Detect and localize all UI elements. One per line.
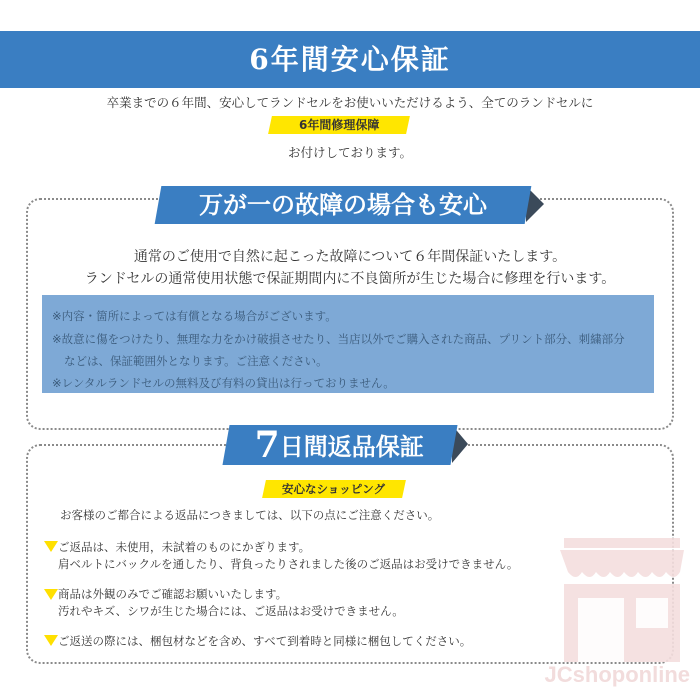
repair-note-3: などは、保証範囲外となります。ご注意ください。 [64, 354, 328, 368]
intro-line-2: お付けしております。 [287, 145, 412, 160]
return-title-text: 日間返品保証 [280, 432, 425, 461]
repair-guarantee-badge [268, 116, 410, 134]
return-item-1-line-2: 肩ベルトにバックルを通したり、背負ったりされました後のご返品はお受けできません。 [58, 557, 519, 571]
return-intro: お客様のご都合による返品につきましては、以下の点にご注意ください。 [60, 508, 440, 522]
intro-line-1: 卒業までの６年間、安心してランドセルをお使いいただけるよう、全てのランドセルに [106, 95, 594, 110]
watermark-text: JCshoponline [544, 662, 690, 687]
bullet-triangle-icon [44, 541, 58, 552]
repair-note-1: ※内容・箇所によっては有償となる場合がございます。 [52, 309, 337, 323]
return-title-number: 7 [255, 424, 281, 466]
return-item-2-line-1: 商品は外観のみでご確認お願いいたします。 [58, 587, 288, 601]
shopping-badge-label: 安心なショッピング [282, 482, 386, 496]
repair-text-1: 通常のご使用で自然に起こった故障について６年間保証いたします。 [133, 249, 567, 265]
repair-notes-panel [42, 295, 654, 393]
repair-note-2: ※故意に傷をつけたり、無理な力をかけ破損させたり、当店以外でご購入された商品、プリント部分、刺繍部分 [52, 332, 625, 346]
bullet-triangle-icon [44, 635, 58, 646]
return-item-3-line-1: ご返送の際には、梱包材などを含め、すべて到着時と同様に梱包してください。 [58, 634, 472, 648]
return-section-ribbon [222, 425, 457, 465]
bullet-triangle-icon [44, 589, 58, 600]
shopping-badge [262, 480, 406, 498]
shop-icon [556, 538, 688, 662]
page-title-banner [0, 31, 700, 88]
repair-section-ribbon [155, 186, 532, 224]
repair-note-4: ※レンタルランドセルの無料及び有料の貸出は行っておりません。 [52, 376, 395, 390]
repair-section-title: 万が一の故障の場合も安心 [199, 190, 487, 219]
page-title: 6年間安心保証 [249, 43, 451, 76]
repair-text-2: ランドセルの通常使用状態で保証期間内に不良箇所が生じた場合に修理を行います。 [84, 271, 616, 287]
repair-guarantee-badge-label: 6年間修理保障 [298, 118, 380, 132]
return-item-1-line-1: ご返品は、未使用，未試着のものにかぎります。 [58, 540, 311, 554]
return-item-2-line-2: 汚れやキズ、シワが生じた場合には、ご返品はお受けできません。 [58, 604, 404, 618]
